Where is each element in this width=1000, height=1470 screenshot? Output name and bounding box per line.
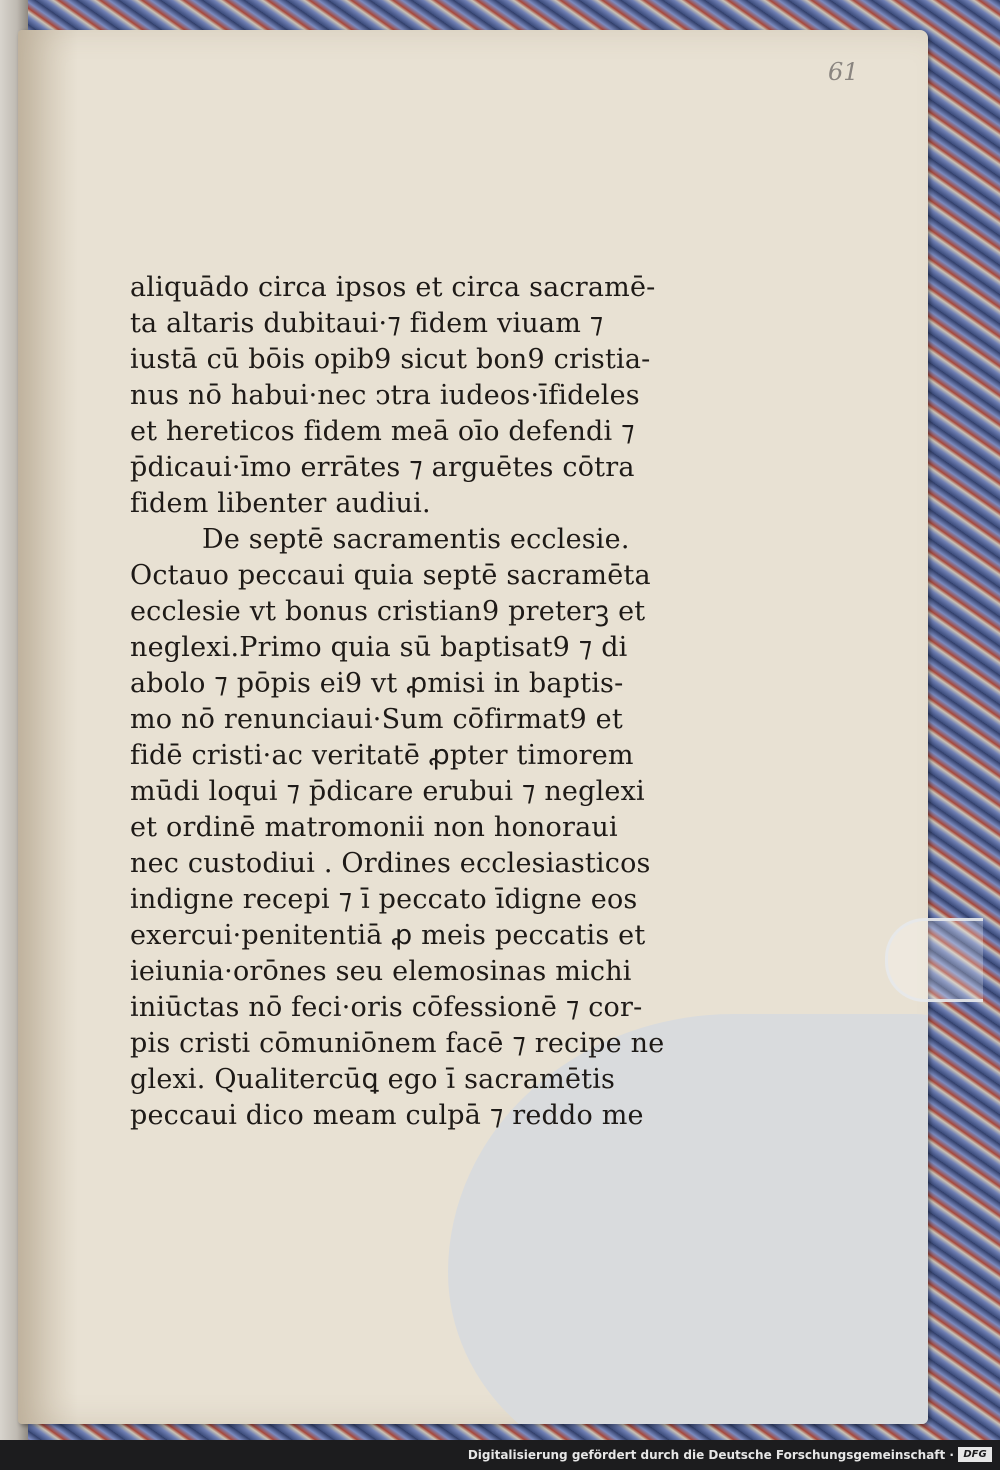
text-line: Octauo peccaui quia septē sacramēta [130, 560, 651, 591]
text-line: iniūctas nō feci·oris cōfessionē ⁊ cor- [130, 992, 643, 1023]
dfg-logo: DFG [958, 1447, 992, 1462]
text-line: ieiunia·orōnes seu elemosinas michi [130, 956, 632, 987]
book-page [18, 30, 928, 1424]
text-line: p̄dicaui·īmo errātes ⁊ arguētes cōtra [130, 452, 635, 483]
text-line: exercui·penitentiā ꝓ meis peccatis et [130, 920, 646, 951]
text-line: neglexi.Primo quia sū baptisat9 ⁊ di [130, 632, 628, 663]
plastic-page-clip [885, 918, 983, 1002]
folio-number: 61 [828, 58, 859, 86]
text-line: nec custodiui . Ordines ecclesiasticos [130, 848, 651, 879]
text-line: pis cristi cōmuniōnem facē ⁊ recipe ne [130, 1028, 665, 1059]
text-line: glexi. Qualitercūꝗ ego ī sacramētis [130, 1064, 616, 1095]
text-line: nus nō habui·nec ↄtra iudeos·īfideles [130, 380, 640, 411]
text-block [130, 270, 710, 1134]
text-line: ecclesie vt bonus cristian9 preterꝫ et [130, 596, 646, 627]
text-line: et ordinē matromonii non honoraui [130, 812, 618, 843]
text-line: fidē cristi·ac veritatē ꝓpter timorem [130, 740, 634, 771]
text-line: mo nō renunciaui·Sum cōfirmat9 et [130, 704, 623, 735]
text-line: abolo ⁊ pōpis ei9 vt ꝓmisi in baptis- [130, 668, 624, 699]
text-line: iustā cū bōis opib9 sicut bon9 cristia- [130, 344, 651, 375]
text-line: mūdi loqui ⁊ p̄dicare erubui ⁊ neglexi [130, 776, 645, 807]
text-line: fidem libenter audiui. [130, 488, 431, 519]
text-line: indigne recepi ⁊ ī peccato īdigne eos [130, 884, 638, 915]
text-line: ta altaris dubitaui·⁊ fidem viuam ⁊ [130, 308, 604, 339]
footer-bar [0, 1440, 1000, 1470]
section-heading: De septē sacramentis ecclesie. [202, 524, 630, 555]
text-line: aliquādo circa ipsos et circa sacramē- [130, 272, 656, 303]
funding-credit: Digitalisierung gefördert durch die Deutsche Forschungsgemeinschaft · [467, 1448, 954, 1462]
text-line: et hereticos fidem meā oīo defendi ⁊ [130, 416, 635, 447]
gutter-shadow [18, 30, 78, 1424]
text-line: peccaui dico meam culpā ⁊ reddo me [130, 1100, 644, 1131]
